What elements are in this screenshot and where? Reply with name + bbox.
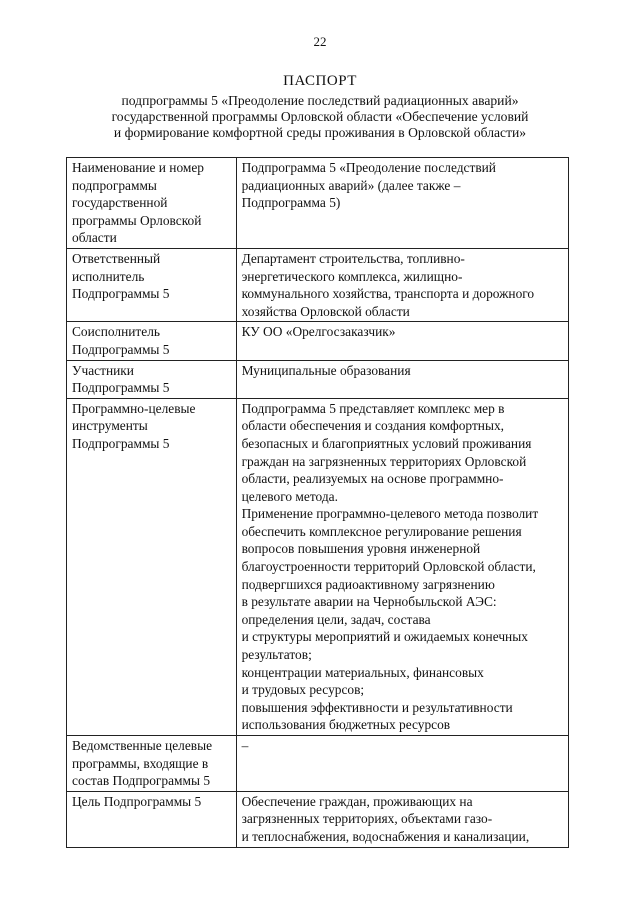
value-line: Департамент строительства, топливно- [241, 250, 465, 266]
value-line: Подпрограмма 5 представляет комплекс мер в [241, 400, 505, 416]
label-line: Ответственный [72, 250, 161, 266]
value-line: Обеспечение граждан, проживающих на [241, 793, 473, 809]
value-line: обеспечить комплексное регулирование решения [241, 523, 522, 539]
row-program-tools [67, 398, 569, 735]
row-name-and-number [67, 158, 569, 249]
row-label-cell [67, 322, 237, 360]
value-line: безопасных и благоприятных условий проживания [241, 435, 532, 451]
value-line: повышения эффективности и результативности [241, 699, 513, 715]
label-line: Подпрограммы 5 [72, 341, 170, 357]
subtitle-line: и формирование комфортной среды проживания в Орловской области» [113, 125, 527, 140]
value-line: загрязненных территориях, объектами газо- [241, 811, 493, 827]
value-line: вопросов повышения уровня инженерной [241, 541, 481, 557]
value-line: концентрации материальных, финансовых [241, 664, 484, 680]
label-line: программы, входящие в [72, 755, 209, 771]
subtitle-line: подпрограммы 5 «Преодоление последствий радиационных аварий» [121, 93, 519, 108]
value-line: энергетического комплекса, жилищно- [241, 268, 463, 284]
value-line: определения цели, задач, состава [241, 611, 431, 627]
label-line: Подпрограммы 5 [72, 435, 170, 451]
label-line: Подпрограммы 5 [72, 286, 170, 302]
label-line: Участники [72, 362, 134, 378]
value-line: – [241, 738, 249, 753]
row-label-cell [67, 398, 237, 735]
row-co-executor [67, 322, 569, 360]
value-line: благоустроенности территорий Орловской области, [241, 559, 536, 575]
label-line: состав Подпрограммы 5 [72, 773, 211, 789]
passport-table [66, 157, 569, 848]
value-line: области обеспечения и создания комфортных, [241, 418, 504, 434]
subtitle-line: государственной программы Орловской области «Обеспечение условий [111, 109, 529, 124]
value-line: и структуры мероприятий и ожидаемых конечных [241, 629, 528, 645]
value-line: и теплоснабжения, водоснабжения и канализации, [241, 828, 530, 844]
page-number: 22 [313, 34, 327, 49]
label-line: Ведомственные целевые [72, 738, 213, 753]
value-line: Применение программно-целевого метода позволит [241, 506, 539, 522]
label-line: программы Орловской [72, 212, 202, 228]
row-value-cell [236, 322, 568, 360]
document-title: ПАСПОРТ [283, 73, 357, 89]
value-line: радиационных аварий» (далее также – [241, 177, 461, 193]
row-value-cell [236, 360, 568, 398]
label-line: Наименование и номер [72, 160, 205, 175]
value-line: хозяйства Орловской области [241, 303, 410, 319]
row-label-cell [67, 360, 237, 398]
value-line: Подпрограмма 5 «Преодоление последствий [241, 160, 496, 175]
label-line: инструменты [72, 418, 148, 434]
row-label-cell [67, 158, 237, 249]
value-line: коммунального хозяйства, транспорта и дорожного [241, 286, 535, 302]
value-line: подвергшихся радиоактивному загрязнению [241, 576, 495, 592]
row-value-cell [236, 398, 568, 735]
document-subtitle [60, 93, 580, 141]
row-departmental-programs [67, 736, 569, 792]
value-line: и трудовых ресурсов; [241, 682, 365, 698]
row-value-cell [236, 791, 568, 847]
label-line: Программно-целевые [72, 400, 196, 416]
row-label-cell [67, 248, 237, 321]
value-line: области, реализуемых на основе программно- [241, 471, 504, 487]
value-line: в результате аварии на Чернобыльской АЭС: [241, 594, 497, 610]
row-label-cell [67, 736, 237, 792]
row-goal [67, 791, 569, 847]
label-line: Соисполнитель [72, 324, 161, 340]
passport-table-body [67, 158, 569, 848]
value-line: использования бюджетных ресурсов [241, 717, 451, 733]
value-line: результатов; [241, 647, 312, 663]
row-value-cell [236, 736, 568, 792]
row-value-cell [236, 158, 568, 249]
value-line: КУ ОО «Орелгосзаказчик» [241, 324, 396, 340]
label-line: Цель Подпрограммы 5 [72, 793, 202, 809]
label-line: исполнитель [72, 268, 145, 284]
value-line: граждан на загрязненных территориях Орловской [241, 453, 527, 469]
label-line: области [72, 230, 117, 246]
label-line: государственной [72, 195, 168, 211]
row-responsible-executor [67, 248, 569, 321]
row-participants [67, 360, 569, 398]
row-label-cell [67, 791, 237, 847]
label-line: Подпрограммы 5 [72, 380, 170, 396]
value-line: Муниципальные образования [241, 362, 411, 378]
label-line: подпрограммы [72, 177, 157, 193]
row-value-cell [236, 248, 568, 321]
value-line: Подпрограмма 5) [241, 195, 341, 211]
value-line: целевого метода. [241, 488, 338, 504]
